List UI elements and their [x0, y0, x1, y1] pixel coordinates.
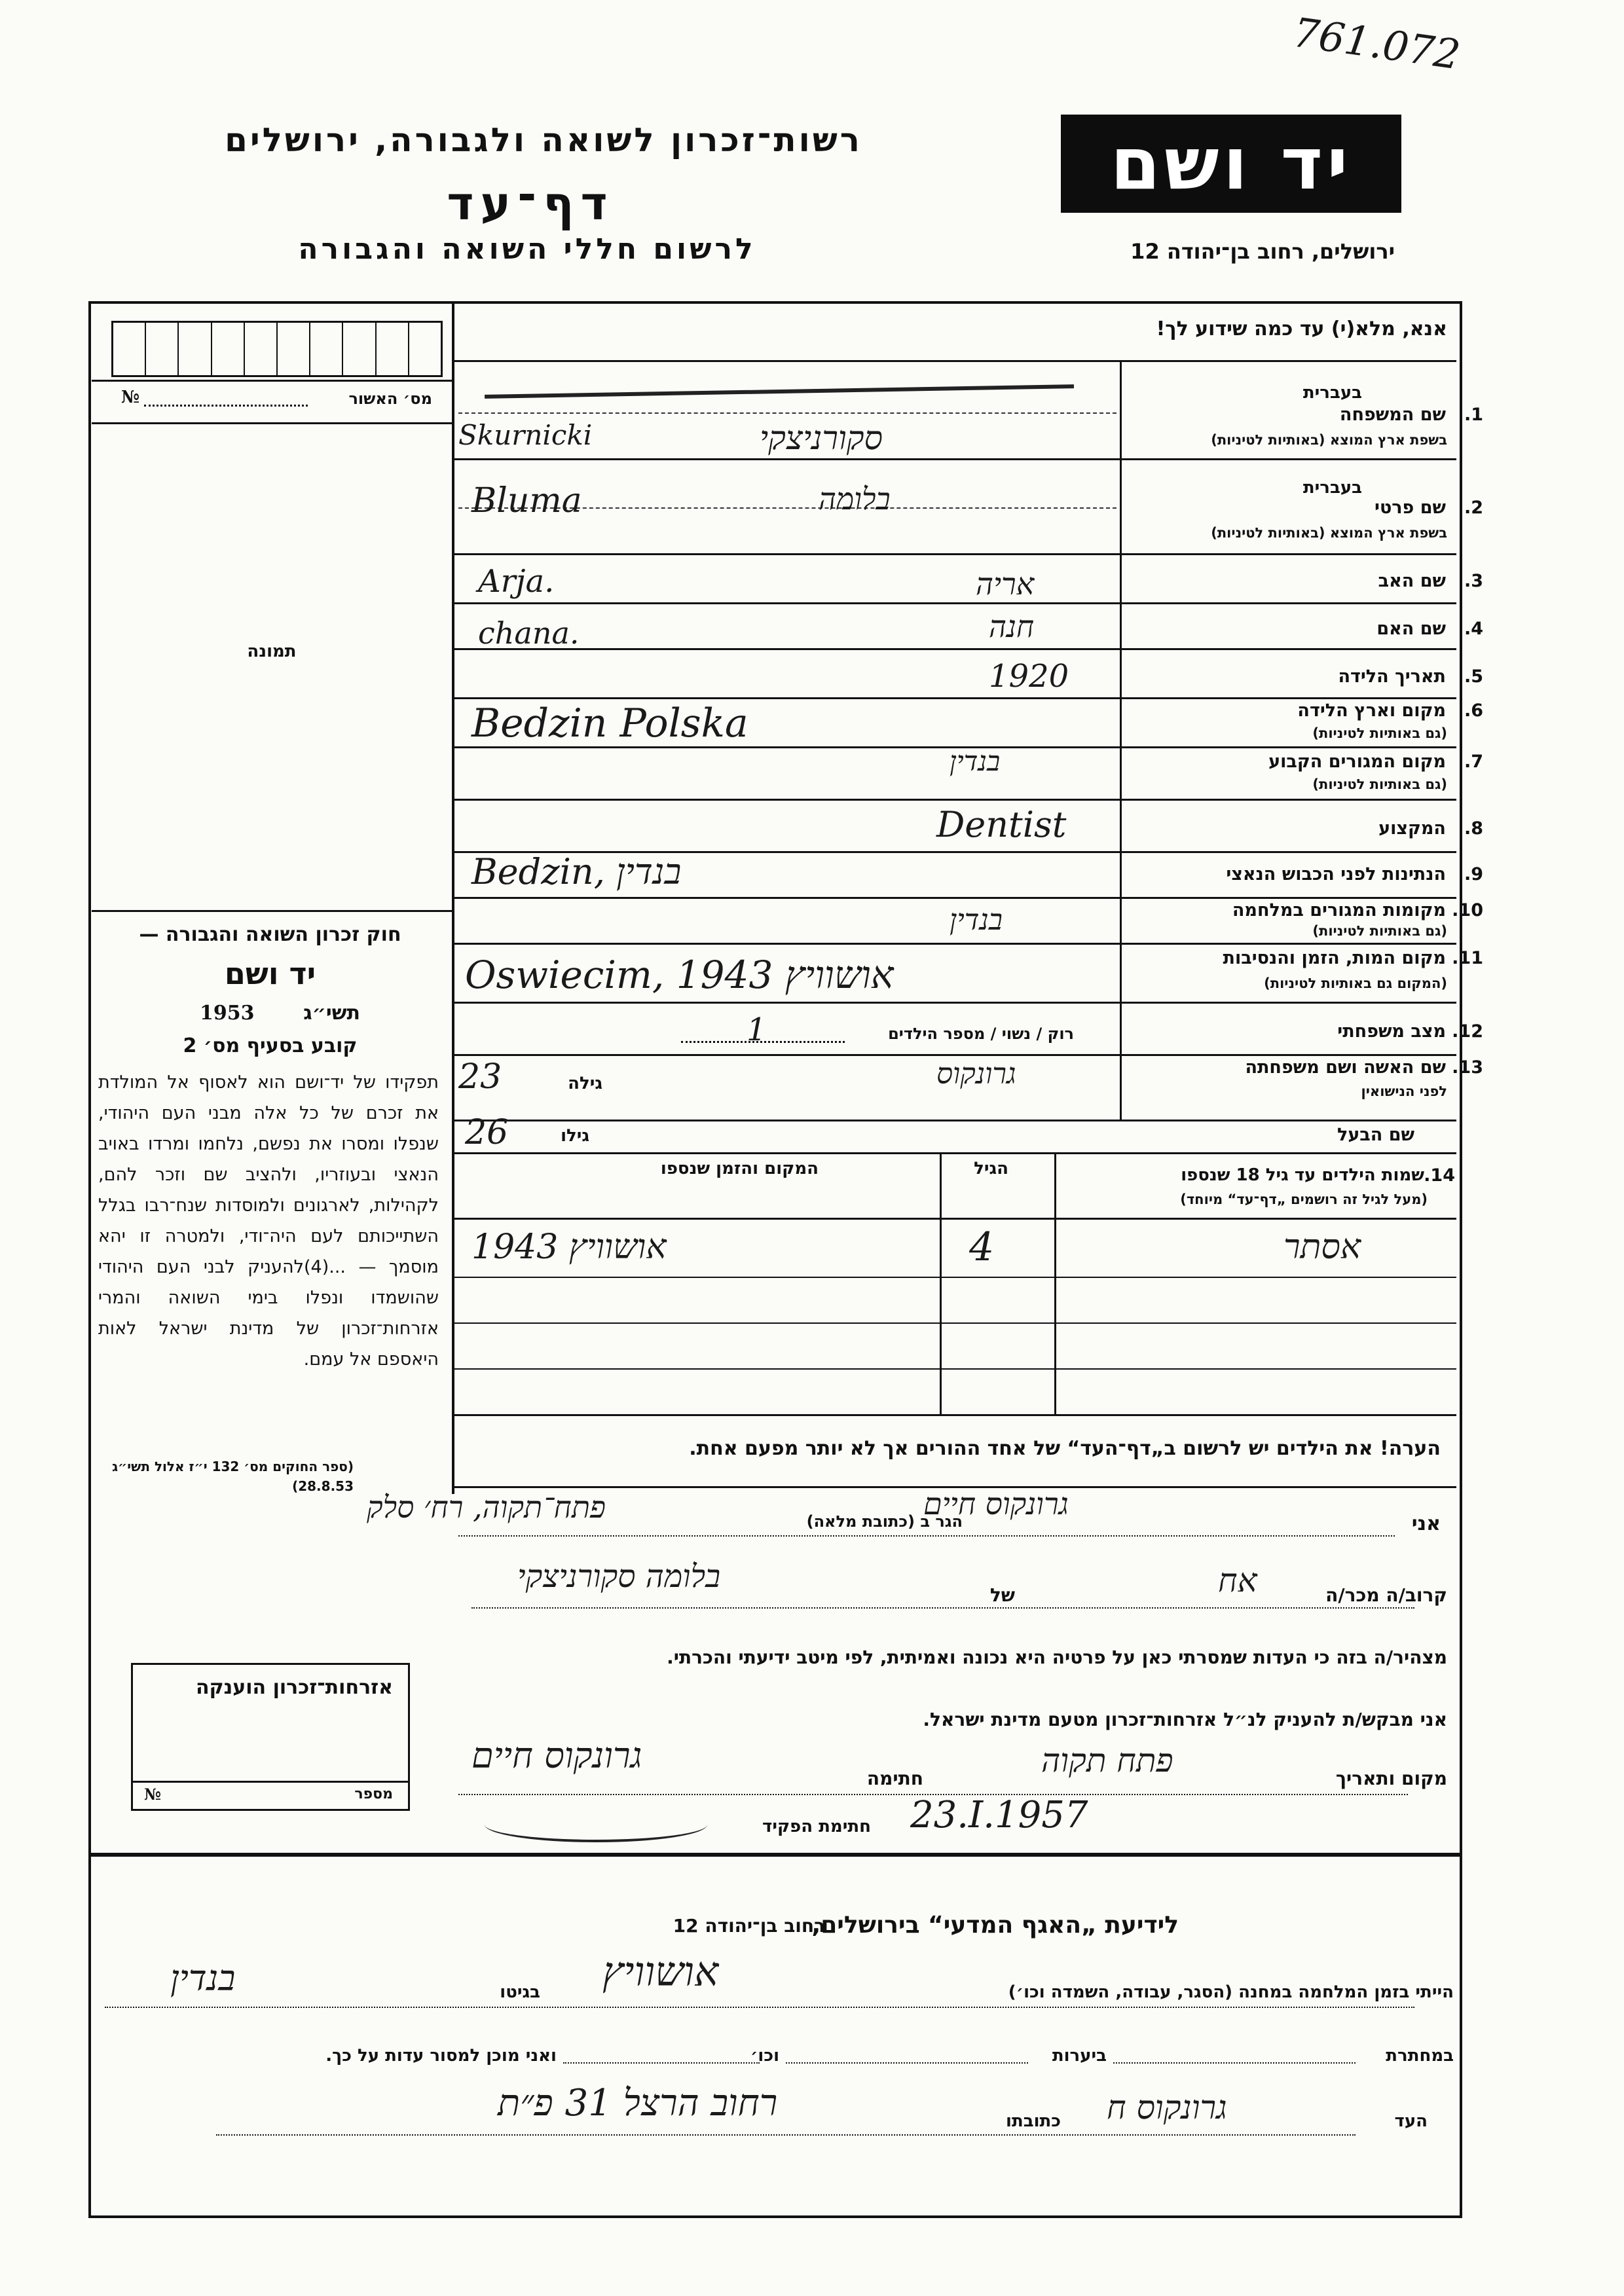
approval-label: מס׳ האשור [348, 390, 432, 408]
photo-label: תמונה [247, 642, 297, 661]
witness-addr-label: כתובתו [1006, 2111, 1061, 2131]
note: הערה! את הילדים יש לרשום ב„דף־העד“ של אחד ההורים אך לא יותר מפעם אחת. [689, 1437, 1441, 1460]
husband-age-label: גילו [561, 1126, 589, 1146]
citizenship-title: אזרחות־זכרון הוענקה [195, 1676, 393, 1699]
field-13-num: 13. [1452, 1057, 1483, 1078]
field-7-value: בנדין [950, 745, 1001, 777]
law-clause: קובע בסעיף מס׳ 2 [183, 1034, 358, 1057]
archive-number: 761.072 [1289, 8, 1463, 79]
field-4-label: שם האם [1376, 619, 1446, 639]
field-4-value-lat: chana. [478, 615, 580, 651]
field-10-label: מקומות המגורים במלחמה [1232, 900, 1446, 920]
bottom-line1: הייתי בזמן המלחמה במחנה (הסגר, עבודה, השמדה וכו׳) [1008, 1982, 1454, 2002]
official-label: חתימת הפקיד [762, 1817, 871, 1836]
husband-age: 26 [465, 1113, 509, 1152]
bottom-etc: וכו׳ [750, 2046, 779, 2066]
citizenship-sym: № [144, 1785, 162, 1804]
children-sub: (מעל לגיל זה רושמים „דף־עד“ מיוחד) [1180, 1192, 1428, 1207]
label-text: שם המשפחה [1339, 405, 1446, 425]
witness-addr-value: רחוב הרצל 31 פ״ת [498, 2082, 778, 2124]
field-6-label: מקום וארץ הלידה [1297, 701, 1446, 721]
of-label: של [989, 1584, 1015, 1606]
field-2-tag: בעברית [1302, 478, 1362, 498]
field-5-label: תאריך הלידה [1338, 666, 1446, 687]
field-2-sub: בשפת ארץ המוצא (באותיות לטיניות) [1211, 525, 1447, 541]
bottom-underground: במחתרת [1386, 2046, 1454, 2066]
field-12-num: 12. [1452, 1021, 1483, 1042]
approval-sym: № [121, 388, 140, 407]
org-title: רשות־זכרון לשואה ולגבורה, ירושלים [225, 121, 862, 159]
place-date-value: פתח תקוה [1041, 1741, 1173, 1779]
marital-label: רוק / נשוי / מספר הילדים [888, 1025, 1074, 1043]
field-3-value-he: אריה [976, 566, 1035, 602]
witness-label: העד [1394, 2111, 1428, 2131]
law-name: יד ושם [224, 956, 316, 991]
child-1-place: אושוויץ 1943 [471, 1228, 667, 1267]
field-13-age-label: גילה [568, 1074, 602, 1093]
signature-value: גרונקוס חיים [471, 1735, 642, 1776]
field-11-sub: (המקום גם באותיות לטיניות) [1264, 975, 1447, 991]
field-1-value-lat: Skurnicki [458, 419, 593, 451]
field-1-tag: בעברית [1302, 383, 1362, 403]
law-text: תפקידו של יד־ושם הוא לאסוף אל המולדת את זכרם של כל אלה מבני העם היהודי, שנפלו ומסרו את נפשם, נלחמו ומרדו באויב הנאצי ובעוזריו, ולהציב שם וזכר להם, לקהילות, לארגונים ולמוסדות שנח־רבו בגלל השתייכותם לעם היה־ודי, ולמטרה זו יהא מוסמך — ...(4)להעניק לבני העם היהודי שהושמדו ונפלו בימי השואה והמרי אזרחות־זכרון של מדינת ישראל לאות היאספם אל עמם. [98, 1072, 439, 1370]
children-num: 14. [1424, 1165, 1455, 1186]
field-10-value: בנדין [950, 903, 1003, 937]
declarant-address: פתח־תקוה, רח׳ סלק [367, 1489, 606, 1525]
form-title: דף־עד [447, 177, 614, 230]
declarant-ani: אני [1411, 1512, 1441, 1535]
field-6-sub: (גם באותיות לטיניות) [1312, 725, 1447, 741]
field-7-label: מקום המגורים הקבוע [1268, 752, 1446, 772]
field-1-num: 1. [1464, 405, 1483, 425]
field-12-label: מצב משפחתי [1337, 1021, 1446, 1042]
yad-vashem-logo [1061, 115, 1401, 213]
relation-value: אח [1218, 1561, 1257, 1599]
field-1-value-he: סקורניצקי [760, 419, 883, 457]
field-8-value: Dentist [936, 804, 1067, 845]
field-5-num: 5. [1464, 666, 1483, 687]
date-value: 23.I.1957 [910, 1794, 1088, 1836]
intro-text: אנא, מלא(י) עד כמה שידוע לך! [1156, 318, 1447, 340]
official-signature [485, 1807, 707, 1842]
field-13-age: 23 [458, 1057, 502, 1097]
law-title: חוק זכרון השואה והגבורה — [139, 923, 401, 946]
field-3-num: 3. [1464, 571, 1483, 591]
children-col-age: הגיל [974, 1159, 1008, 1178]
field-6-num: 6. [1464, 701, 1483, 721]
field-8-num: 8. [1464, 818, 1483, 839]
field-4-value-he: חנה [989, 609, 1035, 644]
declarant-address-label: הגר ב (כתובת מלאה) [806, 1512, 963, 1531]
ghetto-label: בגיטו [500, 1982, 540, 2002]
field-5-value: 1920 [989, 658, 1069, 695]
field-12-value: 1 [747, 1011, 767, 1048]
relation-label: קרוב/ה מכר/ה [1325, 1584, 1447, 1606]
place-date-label: מקום ותאריך [1335, 1768, 1447, 1789]
declarant-name: גרונקוס חיים [923, 1486, 1069, 1522]
law-reference: (ספר החוקים מס׳ 132 י״ז אלול תשי״ג 28.8.53) [112, 1459, 354, 1494]
field-8-label: המקצוע [1378, 818, 1446, 839]
field-7-num: 7. [1464, 752, 1483, 772]
ghetto-value: בנדין [170, 1958, 236, 1999]
law-year: 1953 [200, 1002, 255, 1025]
declare-text: מצהיר/ה בזה כי העדות שמסרתי כאן על פרטיה היא נכונה ואמיתית, לפי מיטב ידיעתי והכרתי. [667, 1647, 1447, 1668]
bottom-forests: ביערות [1052, 2046, 1107, 2066]
form-subtitle: לרשום חללי השואה והגבורה [298, 232, 756, 266]
law-year-he: תשי״ג [303, 1002, 360, 1025]
field-3-value-lat: Arja. [478, 563, 555, 600]
camp-value: אושוויץ [602, 1948, 719, 1995]
bottom-title: לידיעת „האגף המדעי“ בירושלים, [811, 1912, 1179, 1939]
field-10-sub: (גם באותיות לטיניות) [1312, 923, 1447, 939]
field-9-num: 9. [1464, 864, 1483, 884]
field-11-value: Oswiecim, 1943 אושוויץ [465, 953, 894, 997]
bottom-addr: רחוב בן־יהודה 12 [673, 1915, 825, 1937]
signature-label: חתימה [866, 1768, 923, 1789]
of-value: בלומה סקורניצקי [517, 1558, 721, 1595]
bottom-ready: ואני מוכן למסור עדות על כך. [325, 2046, 557, 2066]
field-13-sub: לפני הנישואין [1361, 1084, 1447, 1099]
address: ירושלים, רחוב בן־יהודה 12 [1130, 239, 1395, 264]
field-11-num: 11. [1452, 948, 1483, 968]
logo-text: יד ושם [1110, 122, 1352, 206]
field-9-label: הנתינות לפני הכבוש הנאצי [1226, 864, 1446, 884]
field-2-num: 2. [1464, 498, 1483, 518]
field-6-value: Bedzin Polska [471, 701, 748, 746]
label-text: שם פרטי [1375, 498, 1446, 518]
request-text: אני מבקש/ת להעניק לנ״ל אזרחות־זכרון מטעם מדינת ישראל. [923, 1709, 1447, 1730]
husband-label: שם הבעל [1337, 1125, 1414, 1145]
field-3-label: שם האב [1378, 571, 1446, 591]
citizenship-no: מספר [354, 1786, 393, 1802]
field-9-value: Bedzin, בנדין [471, 851, 682, 892]
field-11-label: מקום המות, הזמן והנסיבות [1223, 948, 1446, 968]
field-13-label: שם האשה ושם משפחתה [1245, 1057, 1446, 1078]
field-10-num: 10. [1452, 900, 1483, 920]
children-label: שמות הילדים עד גיל 18 שנספו [1181, 1165, 1424, 1185]
field-7-sub: (גם באותיות לטיניות) [1312, 776, 1447, 792]
field-1-label [1340, 405, 1446, 425]
field-2-label [1375, 498, 1446, 518]
field-2-value-lat: Bluma [471, 481, 582, 520]
child-1-age: 4 [969, 1224, 995, 1270]
field-2-value-he: בלומה [819, 481, 891, 517]
field-13-value: גרונקוס [936, 1057, 1016, 1091]
approval-number-boxes [111, 321, 443, 377]
field-4-num: 4. [1464, 619, 1483, 639]
witness-value: גרונקוס ח [1107, 2088, 1227, 2126]
field-1-sub: בשפת ארץ המוצא (באותיות לטיניות) [1211, 432, 1447, 448]
child-1-name: אסתר [1283, 1228, 1361, 1267]
children-col-place: המקום והזמן שנספו [660, 1159, 819, 1178]
